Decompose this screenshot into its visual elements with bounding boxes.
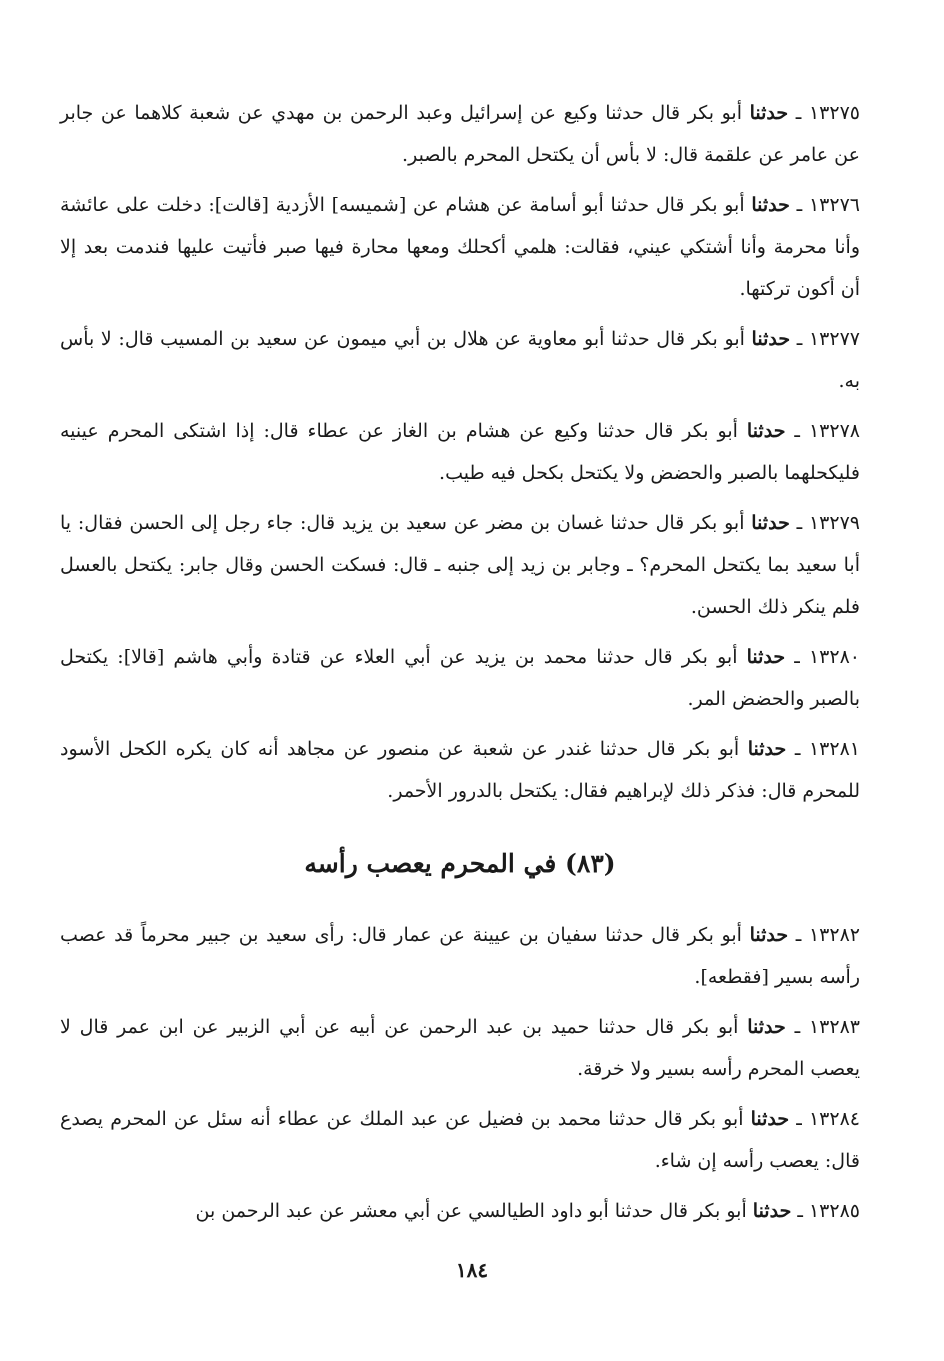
hadith-13279 [60, 502, 860, 628]
hadith-13281 [60, 728, 860, 812]
hadith-text: أبو بكر قال حدثنا غسان بن مضر عن سعيد بن يزيد قال: جاء رجل إلى الحسن فقال: يا أبا سعيد بما يكتحل المحرم؟ ـ وجابر بن زيد إلى جنبه ـ قال: فسكت الحسن وقال جابر: يكتحل بالعسل فلم ينكر ذلك الحسن. [60, 512, 860, 618]
hadith-number: ١٣٢٧٦ [808, 194, 860, 216]
section-title: (٨٣) في المحرم يعصب رأسه [304, 849, 616, 878]
hadith-text: أبو بكر قال حدثنا محمد بن يزيد عن أبي العلاء عن قتادة وأبي هاشم [قالا]: يكتحل بالصبر والحضض المر. [60, 646, 860, 710]
hadith-text: أبو بكر قال حدثنا محمد بن فضيل عن عبد الملك عن عطاء أنه سئل عن المحرم يصدع قال: يعصب رأسه إن شاء. [60, 1108, 860, 1172]
hadith-13278 [60, 410, 860, 494]
hadith-separator: ـ [791, 1200, 809, 1222]
hadith-separator: ـ [789, 512, 809, 534]
hadith-text: أبو بكر قال حدثنا وكيع عن إسرائيل وعبد الرحمن بن مهدي عن شعبة كلاهما عن جابر عن عامر عن علقمة قال: لا بأس أن يكتحل المحرم بالصبر. [60, 102, 860, 166]
hadith-separator: ـ [788, 102, 809, 124]
hadith-text: أبو بكر قال حدثنا حميد بن عبد الرحمن عن أبيه عن أبي الزبير عن ابن عمر قال لا يعصب المحرم رأسه بسير ولا خرقة. [60, 1016, 860, 1080]
hadith-lead: حدثنا [751, 328, 791, 350]
hadith-separator: ـ [788, 924, 809, 946]
hadith-13275 [60, 92, 860, 176]
hadith-lead: حدثنا [749, 102, 789, 124]
hadith-separator: ـ [789, 1108, 809, 1130]
hadith-separator: ـ [785, 1016, 809, 1038]
hadith-text: أبو بكر قال حدثنا أبو أسامة عن هشام عن [شميسه] الأزدية [قالت]: دخلت على عائشة وأنا محرمة وأنا أشتكي عيني، فقالت: هلمي أكحلك ومعها محارة فيها صبر فأتيت عليها فندمت بعد إلا أن أكون تركتها. [60, 194, 860, 300]
hadith-number: ١٣٢٧٩ [808, 512, 860, 534]
hadith-lead: حدثنا [746, 420, 786, 442]
hadith-separator: ـ [785, 646, 809, 668]
hadith-number: ١٣٢٨٣ [808, 1016, 860, 1038]
hadith-lead: حدثنا [746, 646, 786, 668]
hadith-lead: حدثنا [747, 1016, 786, 1038]
hadith-13284 [60, 1098, 860, 1182]
hadith-number: ١٣٢٨١ [808, 738, 860, 760]
hadith-number: ١٣٢٧٨ [808, 420, 860, 442]
hadith-number: ١٣٢٧٥ [808, 102, 860, 124]
hadith-number: ١٣٢٨٤ [808, 1108, 860, 1130]
hadith-separator: ـ [790, 328, 809, 350]
hadith-13276 [60, 184, 860, 310]
hadith-lead: حدثنا [751, 194, 790, 216]
hadith-lead: حدثنا [747, 738, 787, 760]
hadith-13277 [60, 318, 860, 402]
hadith-text: أبو بكر قال حدثنا سفيان بن عيينة عن عمار قال: رأى سعيد بن جبير محرماً قد عصب رأسه بسير [فقطعه]. [60, 924, 860, 988]
hadith-separator: ـ [789, 194, 809, 216]
hadith-text: أبو بكر قال حدثنا أبو معاوية عن هلال بن أبي ميمون عن سعيد بن المسيب قال: لا بأس به. [60, 328, 860, 392]
hadith-13282 [60, 914, 860, 998]
hadith-separator: ـ [786, 738, 809, 760]
hadith-13285 [60, 1190, 860, 1232]
hadith-13280 [60, 636, 860, 720]
hadith-number: ١٣٢٨٥ [808, 1200, 860, 1222]
hadith-text: أبو بكر قال حدثنا أبو داود الطيالسي عن أبي معشر عن عبد الرحمن بن [195, 1200, 753, 1222]
hadith-number: ١٣٢٨٢ [808, 924, 860, 946]
hadith-lead: حدثنا [751, 512, 790, 534]
hadith-text: أبو بكر قال حدثنا وكيع عن هشام بن الغاز عن عطاء قال: إذا اشتكى المحرم عينيه فليكحلهما بالصبر والحضض ولا يكتحل بكحل فيه طيب. [60, 420, 860, 484]
hadith-text: أبو بكر قال حدثنا غندر عن شعبة عن منصور عن مجاهد أنه كان يكره الكحل الأسود للمحرم قال: فذكر ذلك لإبراهيم فقال: يكتحل بالدرور الأحمر. [60, 738, 860, 802]
hadith-number: ١٣٢٧٧ [808, 328, 860, 350]
page-body [60, 92, 860, 1240]
hadith-lead: حدثنا [749, 924, 789, 946]
hadith-lead: حدثنا [752, 1200, 792, 1222]
page-number: ١٨٤ [455, 1258, 489, 1282]
hadith-separator: ـ [785, 420, 809, 442]
hadith-number: ١٣٢٨٠ [808, 646, 860, 668]
hadith-13283 [60, 1006, 860, 1090]
hadith-lead: حدثنا [750, 1108, 790, 1130]
